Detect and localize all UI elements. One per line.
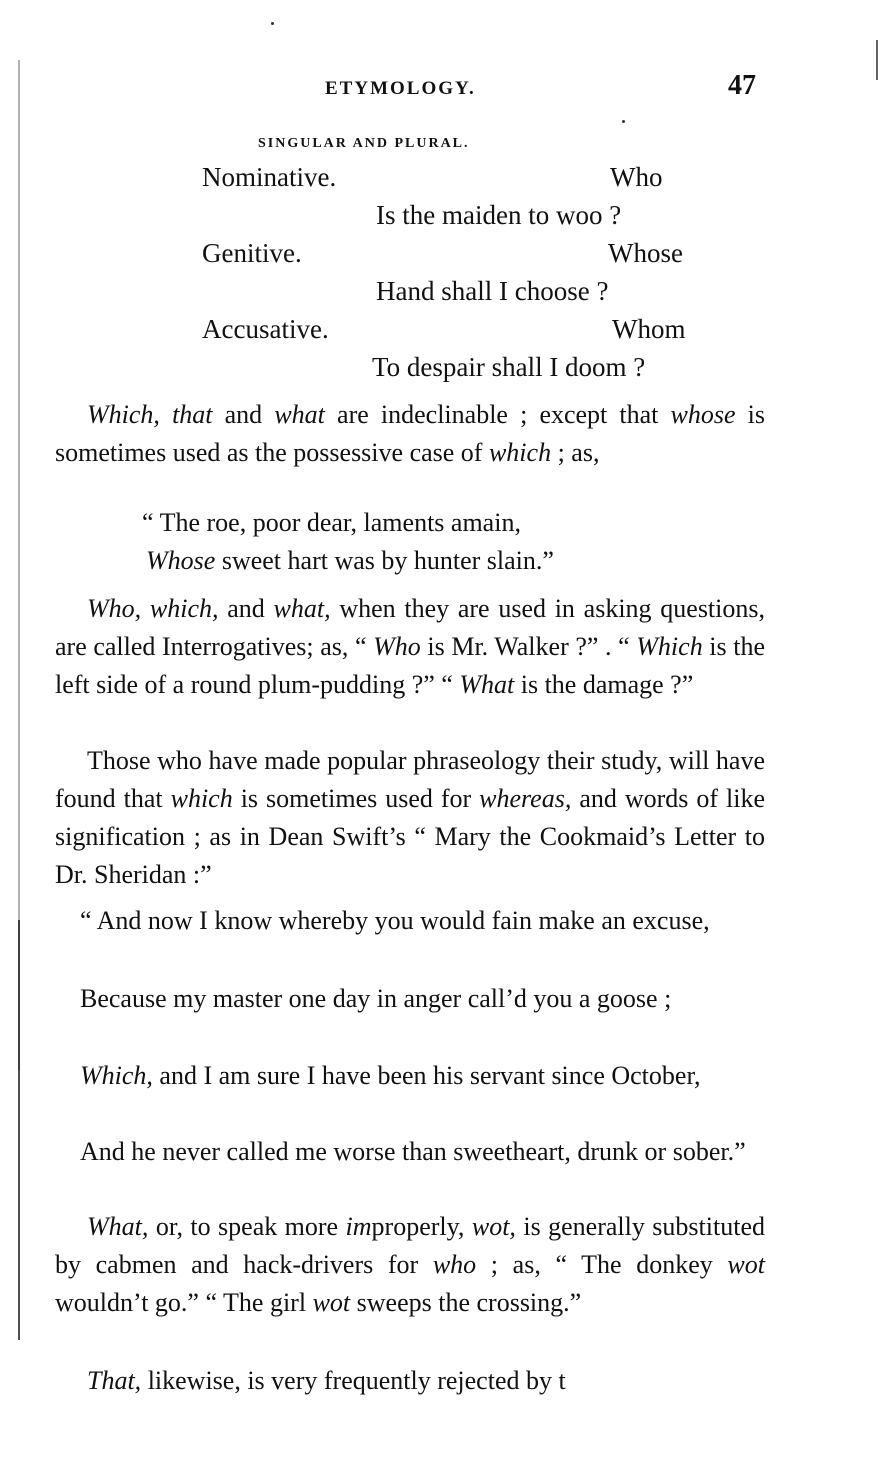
text-run: ; as, <box>551 438 600 467</box>
italic-word: Who, <box>87 594 142 623</box>
italic-word: which, <box>149 594 219 623</box>
text-run: is sometimes used for <box>232 784 480 813</box>
italic-word: Who <box>373 632 421 661</box>
text-run: and I am sure I have been his servant since October, <box>152 1061 701 1090</box>
text-run: and <box>212 400 275 429</box>
italic-word: what, <box>273 594 331 623</box>
rhyme-line: Is the maiden to woo ? <box>376 200 622 230</box>
text-run: is sometimes used as the possessive case of <box>55 400 766 467</box>
running-head: ETYMOLOGY. <box>325 78 476 99</box>
paragraph-that <box>55 1362 765 1400</box>
paragraph-phraseology <box>55 742 765 894</box>
poem-line-1: “ And now I know whereby you would fain make an excuse, <box>80 906 710 935</box>
rhyme-line: Hand shall I choose ? <box>376 276 609 306</box>
verse-line-1: “ The roe, poor dear, laments amain, <box>142 508 521 537</box>
italic-word: Which, <box>87 400 160 429</box>
italic-word: who <box>432 1250 477 1279</box>
italic-word: What, <box>87 1212 149 1241</box>
case-label: Nominative. <box>202 162 337 192</box>
text-run: or, to speak more <box>148 1212 346 1241</box>
text-run: ; as, “ The donkey <box>476 1250 728 1279</box>
italic-word: That, <box>87 1366 142 1395</box>
italic-word: wot, <box>471 1212 516 1241</box>
text-run: Those who have made popular phraseology their study, will have found that <box>55 746 765 813</box>
pronoun-form: Whose <box>608 238 683 268</box>
text-run: wouldn’t go.” “ The girl <box>55 1288 313 1317</box>
text-run: is the left side of a round plum-pudding ?” “ <box>55 632 765 699</box>
poem-line-3 <box>80 1057 794 1095</box>
italic-word: Whose <box>146 546 216 575</box>
verse-line-2 <box>146 546 554 576</box>
italic-word: wot <box>312 1288 351 1317</box>
text-run: when they are used in asking questions, are called Interrogatives; as, “ <box>55 594 765 661</box>
text-run: and <box>218 594 274 623</box>
italic-word: which <box>170 784 233 813</box>
text-run: is the damage ?” <box>514 670 694 699</box>
poem-line-4: And he never called me worse than sweetheart, drunk or sober.” <box>80 1137 746 1166</box>
rhyme-line: To despair shall I doom ? <box>372 352 646 382</box>
italic-word: wot <box>727 1250 765 1279</box>
left-margin-rule-lower <box>18 920 20 1340</box>
left-margin-rule <box>18 60 20 1070</box>
italic-word: what <box>274 400 325 429</box>
paragraph-interrogatives <box>55 590 765 704</box>
pronoun-form: Who <box>610 162 663 192</box>
page-header <box>0 70 894 110</box>
case-label: Accusative. <box>202 314 329 344</box>
text-run: sweeps the crossing.” <box>350 1288 582 1317</box>
italic-word: whose <box>670 400 736 429</box>
poem-line-2: Because my master one day in anger call’d you a goose ; <box>80 984 672 1013</box>
italic-word: Which, <box>80 1061 153 1090</box>
text-run: are indeclinable ; except that <box>324 400 671 429</box>
paragraph-wot <box>55 1208 765 1322</box>
text-run: likewise, is very frequently rejected by t <box>141 1366 566 1395</box>
text-run: properly, <box>371 1212 472 1241</box>
italic-word: Which <box>636 632 703 661</box>
italic-word: whereas, <box>479 784 572 813</box>
italic-word: that <box>172 400 213 429</box>
italic-word: im <box>345 1212 372 1241</box>
speck <box>622 120 625 123</box>
speck <box>271 22 274 25</box>
text-run: sweet hart was by hunter slain.” <box>215 546 554 575</box>
italic-word: What <box>459 670 515 699</box>
declension-subhead: SINGULAR AND PLURAL. <box>258 136 470 151</box>
pronoun-form: Whom <box>612 314 686 344</box>
italic-word: which <box>488 438 552 467</box>
text-run: is Mr. Walker ?” . “ <box>420 632 637 661</box>
case-label: Genitive. <box>202 238 302 268</box>
paragraph-indeclinable <box>55 396 765 472</box>
text-run: and words of like signification ; as in Dean Swift’s “ Mary the Cookmaid’s Letter to Dr. Sheridan :” <box>55 784 765 889</box>
text-run: is generally substituted by cabmen and hack-drivers for <box>55 1212 765 1279</box>
page-number: 47 <box>728 70 756 101</box>
